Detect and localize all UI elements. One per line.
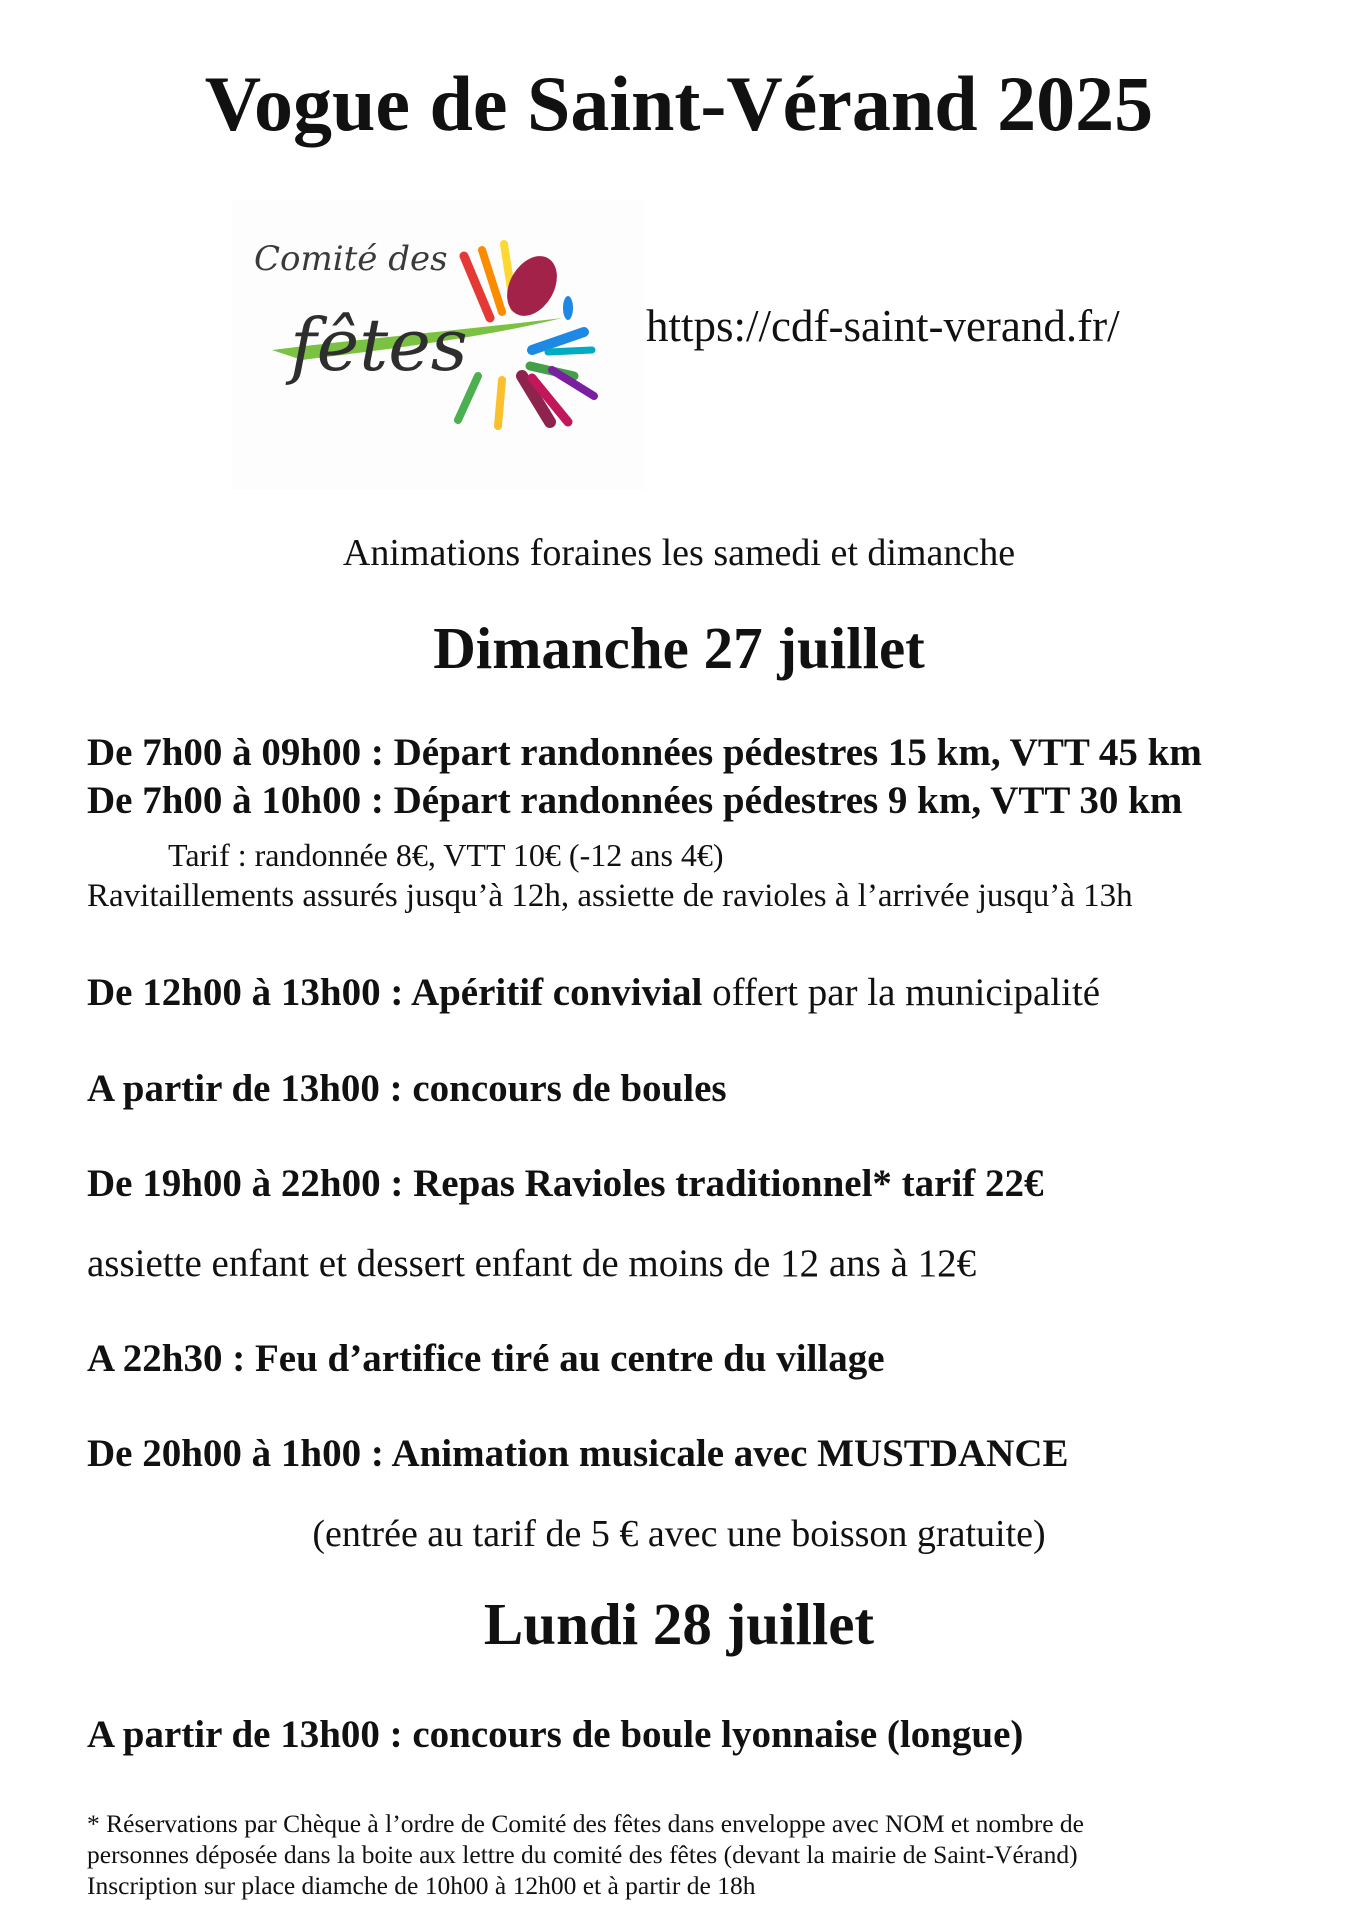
footnote-line-3: Inscription sur place diamche de 10h00 à 12h00 et à partir de 18h xyxy=(87,1871,756,1900)
aperitif-bold: De 12h00 à 13h00 : Apéritif convivial xyxy=(87,971,703,1014)
page-title: Vogue de Saint-Vérand 2025 xyxy=(204,60,1154,147)
footnote xyxy=(87,1808,1084,1901)
monday-heading: Lundi 28 juillet xyxy=(483,1591,875,1657)
intro-text: Animations foraines les samedi et dimanche xyxy=(342,532,1016,574)
sunday-heading: Dimanche 27 juillet xyxy=(433,615,925,681)
website-url[interactable]: https://cdf-saint-verand.fr/ xyxy=(646,301,1120,351)
entree-line: (entrée au tarif de 5 € avec une boisson gratuite) xyxy=(312,1513,1046,1555)
comite-des-fetes-logo xyxy=(232,200,644,490)
repas-line: De 19h00 à 22h00 : Repas Ravioles traditionnel* tarif 22€ xyxy=(87,1162,1044,1205)
footnote-line-2: personnes déposée dans la boite aux lettre du comité des fêtes (devant la mairie de Saint-Vérand) xyxy=(87,1840,1078,1869)
feu-line: A 22h30 : Feu d’artifice tiré au centre du village xyxy=(87,1337,885,1380)
hike-tarif: Tarif : randonnée 8€, VTT 10€ (-12 ans 4€) xyxy=(168,837,724,873)
svg-text:Comité des: Comité des xyxy=(254,239,448,279)
monday-boule-line: A partir de 13h00 : concours de boule lyonnaise (longue) xyxy=(87,1713,1024,1756)
footnote-line-1: * Réservations par Chèque à l’ordre de Comité des fêtes dans enveloppe avec NOM et nombre de xyxy=(87,1809,1085,1838)
supply-text: Ravitaillements assurés jusqu’à 12h, assiette de ravioles à l’arrivée jusqu’à 13h xyxy=(87,878,1133,914)
boules-line: A partir de 13h00 : concours de boules xyxy=(87,1067,727,1110)
hike-line-1: De 7h00 à 09h00 : Départ randonnées pédestres 15 km, VTT 45 km xyxy=(87,731,1202,774)
svg-text:fêtes: fêtes xyxy=(290,303,468,387)
aperitif-rest: offert par la municipalité xyxy=(702,971,1101,1014)
hike-line-2: De 7h00 à 10h00 : Départ randonnées pédestres 9 km, VTT 30 km xyxy=(87,779,1183,822)
enfant-line: assiette enfant et dessert enfant de moins de 12 ans à 12€ xyxy=(87,1242,977,1285)
musique-line: De 20h00 à 1h00 : Animation musicale avec MUSTDANCE xyxy=(87,1432,1069,1475)
aperitif-line xyxy=(87,968,1100,1018)
